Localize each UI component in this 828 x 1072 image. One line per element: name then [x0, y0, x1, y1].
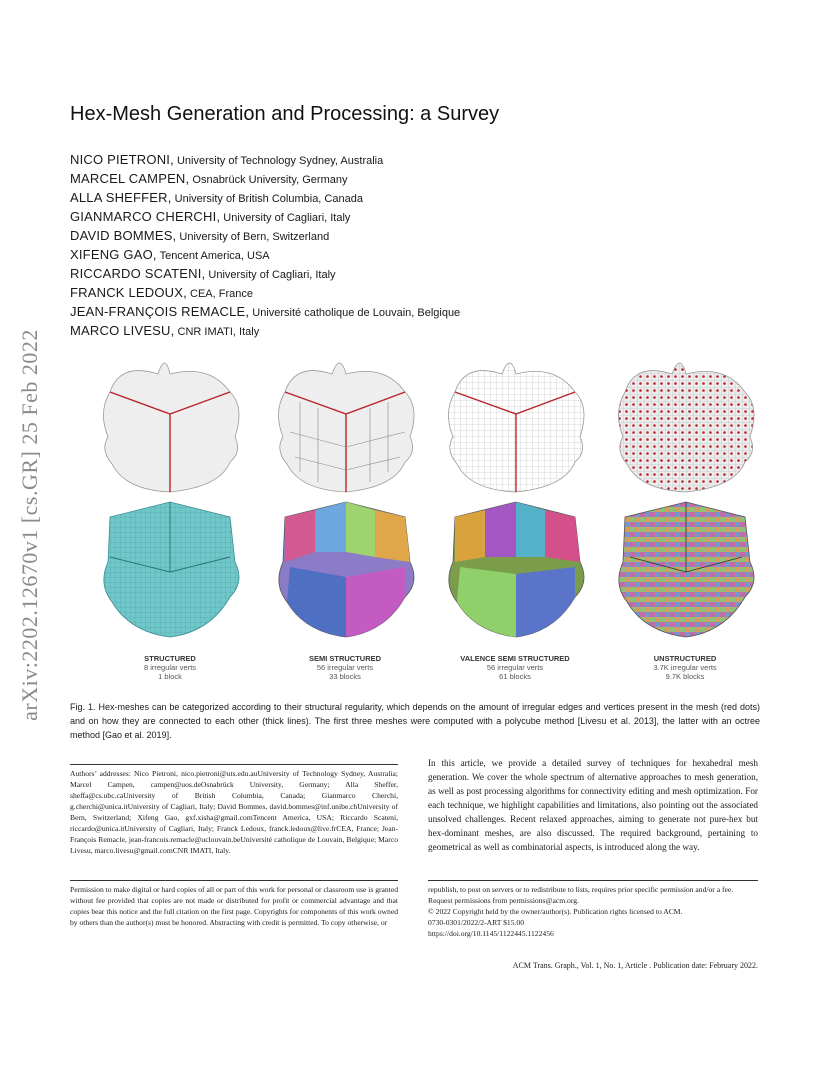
author-entry: [70, 245, 770, 264]
author-addresses: Authors’ addresses: Nico Pietroni, nico.pietroni@uts.edu.auUniversity of Technology Sydney, Australia; Marcel Campen, campen@uos.deOsnabrück University, Germany; Alla Sheffer, sheffa@cs.ubc.caUniversity of British Columbia, Canada; Gianmarco Cherchi, g.cherchi@unica.itUniversity of Cagliari, Italy; David Bommes, david.bommes@inf.unibe.chUniversity of Bern, Switzerland; Xifeng Gao, gxf.xisha@gmail.comTencent America, USA; Riccardo Scateni, riccardo@unica.itUniversity of Cagliari, Italy; Franck Ledoux, franck.ledoux@live.frCEA, France; Jean-François Remacle, jean-francois.remacle@uclouvain.beUniversité catholique de Louvain, Belgique; Marco Livesu, marco.livesu@gmail.comCNR IMATI, Italy.: [70, 769, 398, 855]
author-affiliation: CNR IMATI, Italy: [174, 326, 260, 338]
author-affiliation: University of Technology Sydney, Australia: [173, 155, 384, 167]
author-list: [70, 150, 770, 340]
permission-notice: Permission to make digital or hard copies of all or part of this work for personal or classroom use is granted without fee provided that copies are not made or distributed for profit or commercial advantage and that copies bear this notice and the full citation on the first page. Copyrights for components of this work owned by others than the author(s) must be honored. Abstracting with credit is permitted. To copy otherwise, or: [70, 885, 398, 927]
author-entry: [70, 226, 770, 245]
author-entry: [70, 150, 770, 169]
panel-label: UNSTRUCTURED: [653, 654, 717, 663]
permission-line: republish, to post on servers or to redistribute to lists, requires prior specific permission and/or a fee. Request permissions from permissions@acm.org.: [428, 885, 734, 905]
panel-stat: 3.7K irregular verts: [653, 663, 717, 672]
author-entry: [70, 264, 770, 283]
author-name: JEAN-FRANÇOIS REMACLE,: [70, 304, 250, 319]
panel-valence-semi-structured: [445, 654, 585, 681]
semi-structured-surface-mesh: [278, 363, 414, 492]
unstructured-volume-cutaway: [619, 502, 754, 637]
author-affiliation: Tencent America, USA: [156, 250, 270, 262]
valence-semi-structured-volume-cutaway: [449, 502, 584, 637]
arxiv-identifier: arXiv:2202.12670v1 [cs.GR] 25 Feb 2022: [17, 329, 42, 721]
panel-stat: 33 blocks: [329, 672, 361, 681]
author-name: MARCEL CAMPEN,: [70, 171, 190, 186]
issn-line: 0730-0301/2022/2-ART $15.00: [428, 918, 525, 927]
panel-stat: 1 block: [158, 672, 182, 681]
arxiv-sidebar-stamp: [10, 290, 50, 760]
author-name: NICO PIETRONI,: [70, 152, 174, 167]
author-entry: [70, 302, 770, 321]
panel-structured: [120, 654, 220, 681]
permission-rule: [70, 880, 398, 881]
panel-label: VALENCE SEMI STRUCTURED: [460, 654, 570, 663]
author-name: DAVID BOMMES,: [70, 228, 177, 243]
panel-label: STRUCTURED: [144, 654, 196, 663]
author-name: RICCARDO SCATENI,: [70, 266, 206, 281]
semi-structured-volume-cutaway: [279, 502, 414, 637]
structured-surface-mesh: [103, 363, 239, 492]
panel-stat: 56 irregular verts: [486, 663, 544, 672]
author-name: GIANMARCO CHERCHI,: [70, 209, 221, 224]
doi-link[interactable]: https://doi.org/10.1145/1122445.1122456: [428, 929, 554, 938]
author-entry: [70, 188, 770, 207]
panel-stat: 56 irregular verts: [316, 663, 374, 672]
figure-caption: Fig. 1. Hex-meshes can be categorized according to their structural regularity, which depends on the amount of irregular edges and vertices present in the mesh (red dots) and on how they are connected to each other (thick lines). The first three meshes were computed with a polycube method [Livesu et al. 2013], the latter with an octree method [Gao et al. 2019].: [70, 702, 760, 740]
panel-unstructured: [635, 654, 735, 681]
intro-paragraph: In this article, we provide a detailed survey of techniques for hexahedral mesh generation. We cover the whole spectrum of alternative approaches to mesh generation, as well as post processing algorithms for connectivity editing and mesh optimization. For each technique, we highlight capabilities and limitations, also pointing out the associated unsolved challenges. Recent relaxed approaches, aiming to generate not pure-hex but hex-dominant meshes, are also discussed. The required background, pertaining to geometrical as well as combinatorial aspects, is introduced along the way.: [428, 758, 758, 852]
valence-semi-structured-surface-mesh: [448, 363, 584, 492]
author-entry: [70, 207, 770, 226]
author-name: ALLA SHEFFER,: [70, 190, 172, 205]
panel-label: SEMI STRUCTURED: [308, 654, 382, 663]
right-permission-rule: [428, 880, 758, 881]
paper-title: Hex-Mesh Generation and Processing: a Survey: [70, 103, 500, 125]
panel-stat: 8 irregular verts: [143, 663, 197, 672]
author-affiliation: University of Cagliari, Italy: [205, 269, 336, 281]
author-entry: [70, 283, 770, 302]
author-affiliation: University of Cagliari, Italy: [220, 212, 351, 224]
panel-stat: 61 blocks: [499, 672, 531, 681]
author-affiliation: Université catholique de Louvain, Belgique: [249, 307, 461, 319]
panel-semi-structured: [295, 654, 395, 681]
author-name: FRANCK LEDOUX,: [70, 285, 187, 300]
journal-footer: ACM Trans. Graph., Vol. 1, No. 1, Article . Publication date: February 2022.: [512, 961, 758, 970]
copyright-line: © 2022 Copyright held by the owner/author(s). Publication rights licensed to ACM.: [428, 907, 683, 916]
author-name: MARCO LIVESU,: [70, 323, 175, 338]
permission-continued: [428, 884, 758, 939]
unstructured-surface-mesh: [618, 363, 754, 492]
author-affiliation: Osnabrück University, Germany: [189, 174, 348, 186]
author-affiliation: CEA, France: [186, 288, 253, 300]
author-entry: [70, 321, 770, 340]
author-affiliation: University of British Columbia, Canada: [171, 193, 363, 205]
footnote-rule: [70, 764, 398, 765]
author-name: XIFENG GAO,: [70, 247, 157, 262]
structured-volume-cutaway: [104, 502, 239, 637]
author-affiliation: University of Bern, Switzerland: [176, 231, 330, 243]
hex-mesh-figure: [70, 352, 760, 692]
panel-stat: 9.7K blocks: [665, 672, 705, 681]
author-entry: [70, 169, 770, 188]
